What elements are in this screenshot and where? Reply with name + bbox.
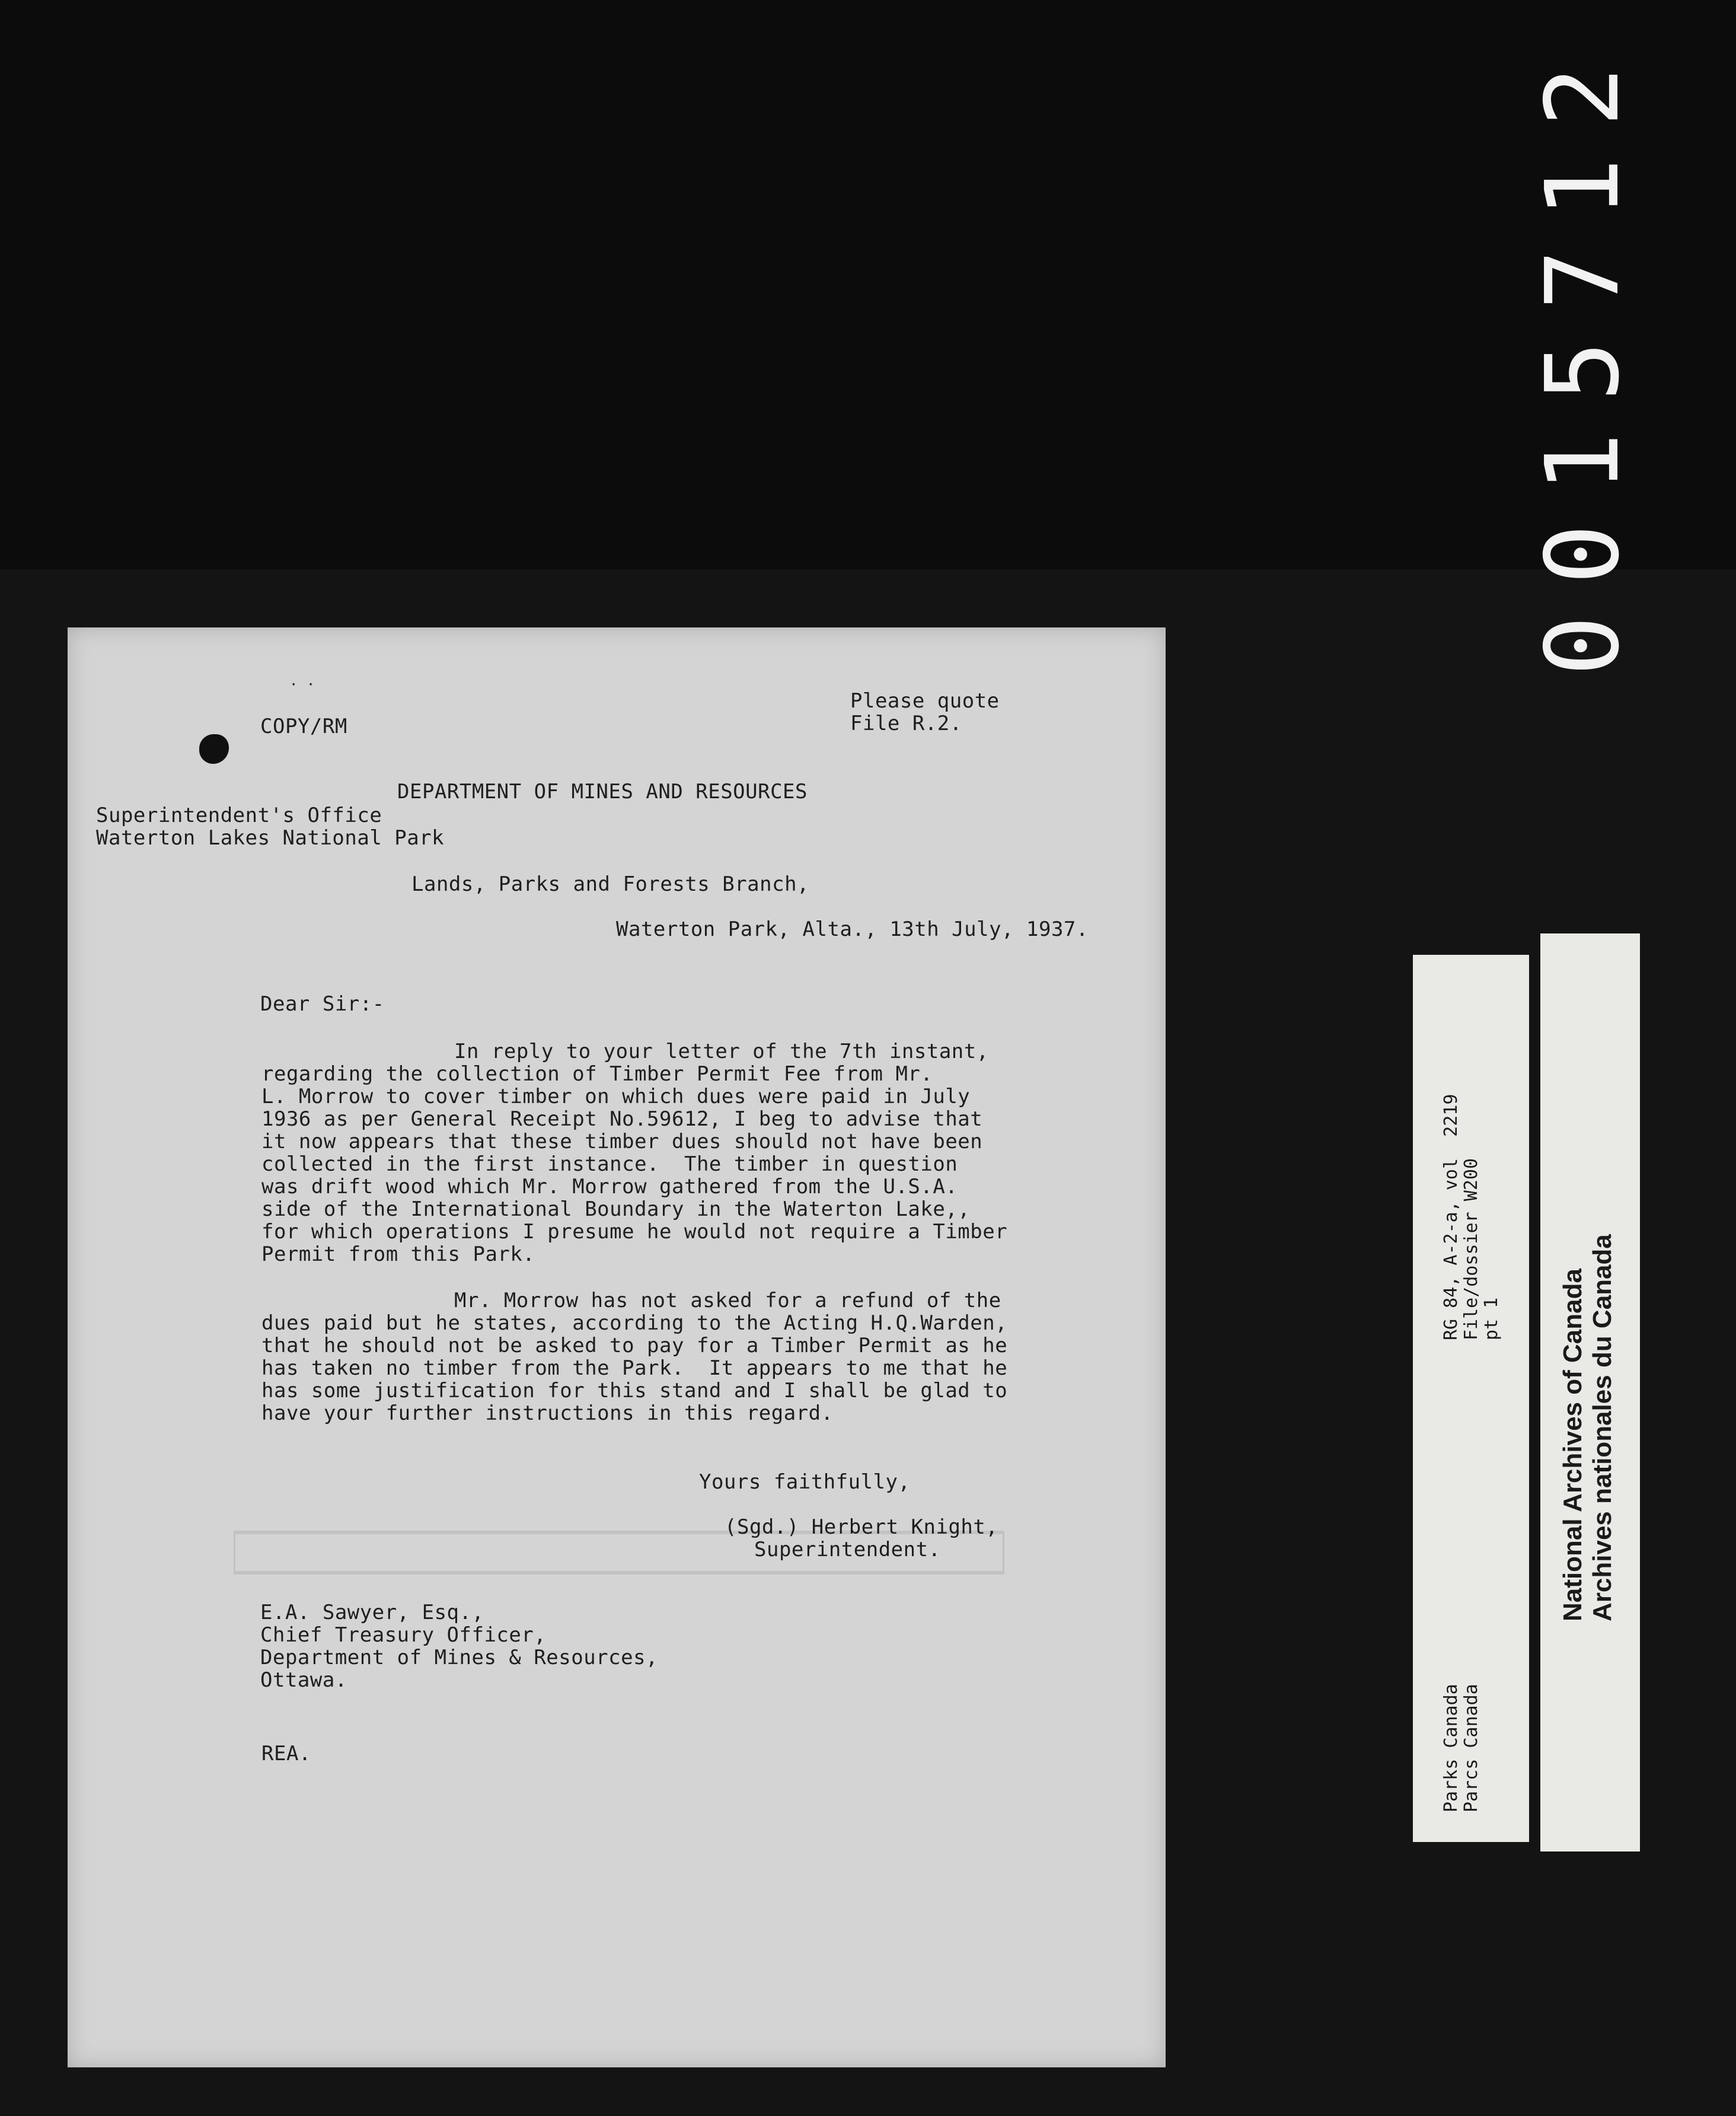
paragraph-line: Permit from this Park. <box>261 1242 535 1266</box>
paragraph-line: for which operations I presume he would not require a Timber <box>261 1220 1008 1244</box>
faint-stamp-impression <box>234 1529 1004 1576</box>
paragraph-line: it now appears that these timber dues should not have been <box>261 1130 983 1153</box>
frame-number-text: 0015712 <box>1524 35 1642 676</box>
signature: (Sgd.) Herbert Knight, <box>725 1515 998 1539</box>
paragraph-line: side of the International Boundary in the Waterton Lake,, <box>261 1197 971 1221</box>
archives-name-label <box>1540 933 1640 1852</box>
paragraph-line: L. Morrow to cover timber on which dues were paid in July <box>261 1085 971 1108</box>
frame-number <box>1506 35 1660 676</box>
paragraph-line: collected in the first instance. The timber in question <box>261 1152 958 1176</box>
reference-line-3: pt 1 <box>1481 1297 1502 1340</box>
paragraph-line: In reply to your letter of the 7th instant, <box>454 1040 989 1063</box>
archive-reference-label <box>1413 955 1529 1842</box>
archives-name-en: National Archives of Canada <box>1558 1269 1587 1621</box>
quote-line-1: Please quote <box>850 689 1000 713</box>
letter-page <box>68 627 1166 2067</box>
paragraph-line: has taken no timber from the Park. It appears to me that he <box>261 1356 1008 1380</box>
agency-line-1: Parks Canada <box>1441 1684 1461 1812</box>
archives-name-fr: Archives nationales du Canada <box>1588 1234 1617 1621</box>
paper-specks: · · <box>289 676 315 693</box>
reference-line-1: RG 84, A-2-a, vol 2219 <box>1441 1094 1461 1340</box>
addressee-line: Ottawa. <box>260 1668 347 1692</box>
agency-line-2: Parcs Canada <box>1461 1684 1482 1812</box>
place-date: Waterton Park, Alta., 13th July, 1937. <box>616 917 1089 941</box>
paragraph-line: have your further instructions in this regard. <box>261 1401 834 1425</box>
paragraph-line: has some justification for this stand and I shall be glad to <box>261 1379 1008 1403</box>
ink-blot <box>199 734 229 764</box>
copy-mark: COPY/RM <box>260 715 347 738</box>
paragraph-line: 1936 as per General Receipt No.59612, I beg to advise that <box>261 1107 983 1131</box>
addressee-line: E.A. Sawyer, Esq., <box>260 1601 484 1624</box>
reference-line-2: File/dossier W200 <box>1461 1158 1482 1340</box>
office-line-2: Waterton Lakes National Park <box>96 826 445 850</box>
closing: Yours faithfully, <box>699 1470 911 1494</box>
paragraph-line: Mr. Morrow has not asked for a refund of the <box>454 1289 1001 1312</box>
paragraph-line: regarding the collection of Timber Permit Fee from Mr. <box>261 1062 933 1086</box>
paragraph-line: was drift wood which Mr. Morrow gathered from the U.S.A. <box>261 1175 958 1199</box>
office-line-1: Superintendent's Office <box>96 804 382 827</box>
salutation: Dear Sir:- <box>260 992 385 1016</box>
quote-line-2: File R.2. <box>850 712 962 735</box>
addressee-line: Department of Mines & Resources, <box>260 1646 659 1669</box>
microfilm-frame-top <box>0 0 1736 569</box>
addressee-line: Chief Treasury Officer, <box>260 1623 547 1647</box>
department-heading: DEPARTMENT OF MINES AND RESOURCES <box>397 780 808 804</box>
branch-line: Lands, Parks and Forests Branch, <box>411 872 810 896</box>
paragraph-line: that he should not be asked to pay for a Timber Permit as he <box>261 1334 1008 1357</box>
signature-title: Superintendent. <box>754 1538 941 1561</box>
paragraph-line: dues paid but he states, according to the Acting H.Q.Warden, <box>261 1311 1008 1335</box>
initials: REA. <box>261 1742 311 1766</box>
